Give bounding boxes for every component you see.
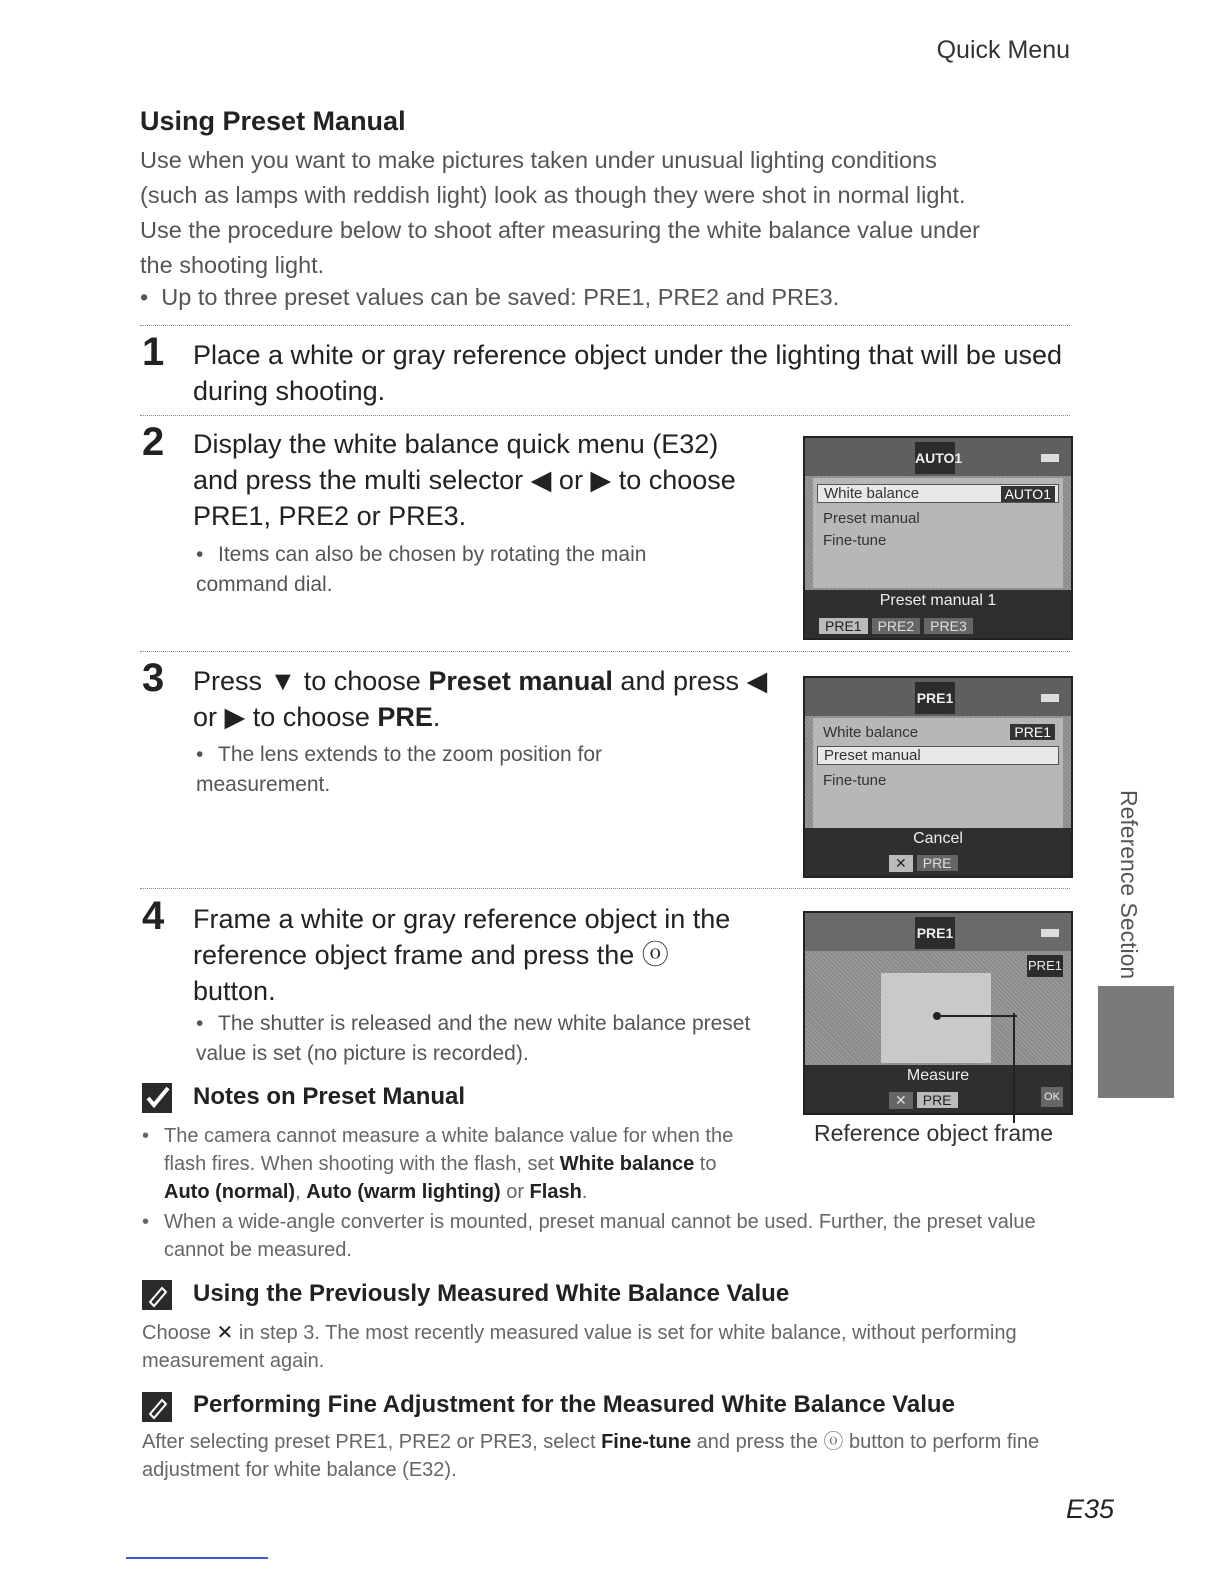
notes-bullet-2 bbox=[142, 1208, 1072, 1264]
bullet-dot: • bbox=[196, 543, 204, 566]
step-note-text: Items can also be chosen by rotating the main command dial. bbox=[196, 543, 647, 596]
step-number: 1 bbox=[142, 330, 165, 374]
step-text-part: or ▶ to choose bbox=[193, 702, 378, 732]
menu-row-white-balance: White balance bbox=[817, 484, 1059, 503]
notes-bullet-1 bbox=[142, 1122, 772, 1206]
intro-bullet bbox=[140, 284, 839, 311]
menu-row-fine-tune: Fine-tune bbox=[823, 532, 887, 549]
notes-bold: White balance bbox=[559, 1153, 695, 1175]
tip-body bbox=[142, 1319, 1072, 1375]
step-text-bold: PRE bbox=[377, 702, 433, 732]
step-number: 2 bbox=[142, 420, 165, 464]
step-note bbox=[196, 740, 666, 800]
option-pre: PRE bbox=[917, 855, 958, 871]
step-text: Place a white or gray reference object under the lighting that will be used during shooting. bbox=[193, 340, 1063, 406]
tip-bold: Fine-tune bbox=[601, 1431, 692, 1453]
tip-title: Performing Fine Adjustment for the Measured White Balance Value bbox=[193, 1391, 955, 1418]
bullet-dot: • bbox=[142, 1125, 150, 1147]
screen-options bbox=[889, 1092, 962, 1109]
tip-text-part: Choose bbox=[142, 1322, 217, 1344]
bullet-text: Up to three preset values can be saved: PRE1, PRE2 and PRE3. bbox=[161, 284, 840, 310]
step-text-part: . bbox=[432, 702, 441, 732]
menu-row-preset-manual: Preset manual bbox=[823, 510, 920, 527]
intro-paragraph bbox=[140, 143, 1080, 283]
option-pre1: PRE1 bbox=[819, 618, 868, 634]
screen-bottom-title: Cancel bbox=[913, 830, 963, 847]
option-pre: PRE bbox=[917, 1092, 958, 1108]
step-text-bold: Preset manual bbox=[428, 666, 613, 696]
step-line: Display the white balance quick menu (E32) bbox=[193, 429, 719, 459]
screen-bottom-title: Preset manual 1 bbox=[879, 592, 997, 609]
check-icon bbox=[142, 1083, 172, 1113]
bullet-dot: • bbox=[196, 743, 204, 766]
wb-badge: PRE1 bbox=[915, 682, 955, 714]
menu-row-preset-manual: Preset manual bbox=[817, 746, 1059, 765]
notes-title: Notes on Preset Manual bbox=[193, 1083, 466, 1110]
ok-icon: OK bbox=[1041, 1087, 1063, 1107]
section-title: Using Preset Manual bbox=[140, 106, 406, 136]
divider bbox=[140, 325, 1070, 326]
step-note bbox=[196, 1009, 756, 1069]
step-note-text: The lens extends to the zoom position for measurement. bbox=[196, 743, 603, 796]
figure-caption: Reference object frame bbox=[814, 1120, 1054, 1146]
step-text-part: Press ▼ to choose bbox=[193, 666, 429, 696]
wb-badge: PRE1 bbox=[915, 917, 955, 949]
step-line: PRE1, PRE2 or PRE3. bbox=[193, 501, 467, 531]
intro-line: the shooting light. bbox=[140, 252, 325, 278]
tip-ref: E32 bbox=[408, 1459, 445, 1481]
step-number: 4 bbox=[142, 894, 165, 938]
step-note-text: The shutter is released and the new white balance preset value is set (no picture is recorded). bbox=[196, 1012, 751, 1065]
menu-row-white-balance: White balance bbox=[823, 724, 919, 741]
battery-icon bbox=[1041, 694, 1059, 702]
divider bbox=[140, 888, 1070, 889]
menu-row-fine-tune: Fine-tune bbox=[823, 772, 887, 789]
screen-bottom-title: Measure bbox=[906, 1067, 970, 1084]
menu-row-value: PRE1 bbox=[1010, 724, 1055, 740]
tip-body bbox=[142, 1428, 1072, 1484]
running-header: Quick Menu bbox=[936, 36, 1070, 64]
step-text bbox=[193, 663, 793, 735]
section-tab bbox=[1098, 986, 1174, 1098]
corner-badge: PRE1 bbox=[1027, 955, 1063, 977]
screen-bottom-bar bbox=[805, 1065, 1071, 1113]
notes-text-part: The camera cannot measure a white balance value for when the flash fires. When shooting with the flash, set bbox=[164, 1125, 734, 1175]
bullet-dot: • bbox=[196, 1012, 204, 1035]
tip-text-part: and press the ⓞ button to perform fine adjustment for white balance ( bbox=[142, 1431, 1040, 1481]
step-text-part: and press ◀ bbox=[612, 666, 768, 696]
step-text bbox=[193, 426, 793, 534]
notes-bold: Auto (normal) bbox=[164, 1181, 296, 1203]
step-line: reference object frame and press the ⓞ bbox=[193, 940, 669, 970]
tip-title: Using the Previously Measured White Balance Value bbox=[193, 1280, 790, 1307]
step-line bbox=[193, 663, 793, 699]
camera-screen-preset-menu bbox=[803, 676, 1073, 878]
step-line bbox=[193, 699, 793, 735]
step-line: Frame a white or gray reference object in the bbox=[193, 904, 731, 934]
battery-icon bbox=[1041, 454, 1059, 462]
divider bbox=[140, 651, 1070, 652]
tip-text-part: After selecting preset PRE1, PRE2 or PRE3, select bbox=[142, 1431, 602, 1453]
callout-line bbox=[939, 1015, 1017, 1017]
option-cancel: ✕ bbox=[889, 1092, 913, 1109]
step-line: and press the multi selector ◀ or ▶ to choose bbox=[193, 465, 736, 495]
camera-screen-wb-menu bbox=[803, 436, 1073, 640]
screen-bottom-bar bbox=[805, 590, 1071, 638]
notes-text: When a wide-angle converter is mounted, preset manual cannot be used. Further, the preset value cannot be measured. bbox=[164, 1211, 1036, 1261]
step-note bbox=[196, 540, 716, 600]
notes-text-part: or bbox=[500, 1181, 530, 1203]
notes-text-part: . bbox=[581, 1181, 588, 1203]
bullet-dot: • bbox=[140, 284, 162, 310]
intro-line: (such as lamps with reddish light) look as though they were shot in normal light. bbox=[140, 182, 966, 208]
menu-row-value: AUTO1 bbox=[1001, 486, 1055, 502]
callout-leader bbox=[1013, 1013, 1015, 1123]
notes-text bbox=[164, 1122, 772, 1206]
notes-text-part: to bbox=[694, 1153, 717, 1175]
step-number: 3 bbox=[142, 656, 165, 700]
wb-badge: AUTO1 bbox=[915, 442, 955, 474]
cancel-x-icon: ✕ bbox=[216, 1322, 234, 1344]
footer-rule bbox=[126, 1557, 268, 1559]
intro-line: Use the procedure below to shoot after measuring the white balance value under bbox=[140, 217, 980, 243]
battery-icon bbox=[1041, 929, 1059, 937]
screen-bottom-bar bbox=[805, 828, 1071, 876]
option-pre2: PRE2 bbox=[872, 618, 921, 634]
pencil-icon bbox=[142, 1392, 172, 1422]
tip-text-part: in step 3. The most recently measured value is set for white balance, without performing measurement again. bbox=[142, 1322, 1017, 1372]
notes-bold: Flash bbox=[529, 1181, 582, 1203]
step-line: button. bbox=[193, 976, 276, 1006]
notes-text-part: , bbox=[295, 1181, 307, 1203]
side-section-label: Reference Section bbox=[1116, 790, 1142, 980]
intro-line: Use when you want to make pictures taken under unusual lighting conditions bbox=[140, 147, 937, 173]
step-text bbox=[193, 901, 783, 1009]
screen-menu bbox=[813, 718, 1063, 828]
screen-options bbox=[889, 855, 962, 872]
notes-bold: Auto (warm lighting) bbox=[306, 1181, 501, 1203]
page-number: E35 bbox=[1065, 1494, 1114, 1524]
divider bbox=[140, 415, 1070, 416]
camera-screen-measure bbox=[803, 911, 1073, 1115]
notes-row bbox=[142, 1208, 1072, 1264]
notes-row bbox=[142, 1122, 772, 1206]
option-cancel: ✕ bbox=[889, 855, 913, 872]
option-pre3: PRE3 bbox=[924, 618, 973, 634]
pencil-icon bbox=[142, 1280, 172, 1310]
screen-menu bbox=[813, 478, 1063, 588]
screen-options bbox=[819, 618, 977, 634]
bullet-dot: • bbox=[142, 1211, 150, 1233]
tip-text-part: ). bbox=[444, 1459, 457, 1481]
